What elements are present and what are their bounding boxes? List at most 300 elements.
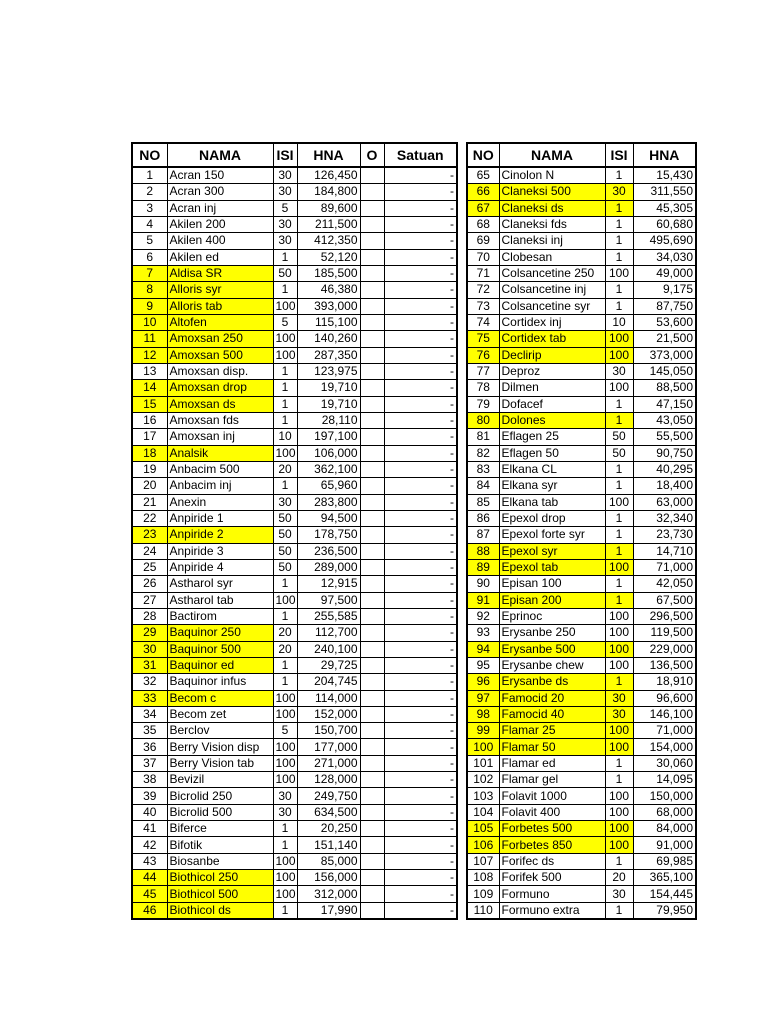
cell-no: 40 [132,804,167,820]
cell-isi: 30 [273,233,297,249]
cell-nama: Cortidex inj [499,314,605,330]
cell-hna: 18,910 [633,674,696,690]
cell-satuan: - [384,282,457,298]
cell-o [360,690,384,706]
table-row [132,216,457,232]
cell-nama: Epexol forte syr [499,527,605,543]
cell-nama: Anpiride 1 [167,510,273,526]
cell-hna: 47,150 [633,396,696,412]
cell-satuan: - [384,527,457,543]
table-row [132,821,457,837]
cell-nama: Claneksi fds [499,216,605,232]
cell-o [360,265,384,281]
cell-o [360,739,384,755]
table-row [132,412,457,428]
cell-nama: Formuno [499,886,605,902]
cell-no: 23 [132,527,167,543]
table-row [467,608,696,624]
cell-satuan: - [384,216,457,232]
cell-nama: Baquinor 500 [167,641,273,657]
cell-o [360,412,384,428]
cell-hna: 106,000 [297,445,360,461]
cell-satuan: - [384,331,457,347]
cell-no: 16 [132,412,167,428]
cell-no: 26 [132,576,167,592]
table-row [132,200,457,216]
cell-no: 31 [132,657,167,673]
cell-hna: 136,500 [633,657,696,673]
cell-hna: 52,120 [297,249,360,265]
cell-isi: 20 [273,641,297,657]
cell-isi: 100 [605,625,633,641]
cell-no: 11 [132,331,167,347]
cell-hna: 91,000 [633,837,696,853]
cell-isi: 100 [273,690,297,706]
cell-nama: Biosanbe [167,853,273,869]
header-isi: ISI [273,143,297,167]
table-row [132,543,457,559]
cell-nama: Acran 300 [167,184,273,200]
cell-isi: 1 [273,902,297,919]
cell-o [360,445,384,461]
cell-o [360,853,384,869]
cell-hna: 43,050 [633,412,696,428]
cell-hna: 23,730 [633,527,696,543]
cell-nama: Aldisa SR [167,265,273,281]
cell-no: 78 [467,380,499,396]
cell-o [360,608,384,624]
cell-isi: 30 [273,494,297,510]
cell-hna: 90,750 [633,445,696,461]
cell-isi: 50 [273,510,297,526]
cell-hna: 126,450 [297,167,360,184]
cell-no: 68 [467,216,499,232]
cell-hna: 204,745 [297,674,360,690]
cell-nama: Biothicol ds [167,902,273,919]
table-row [467,902,696,919]
cell-o [360,233,384,249]
cell-no: 82 [467,445,499,461]
cell-nama: Eprinoc [499,608,605,624]
cell-no: 44 [132,870,167,886]
cell-satuan: - [384,821,457,837]
cell-nama: Akilen 400 [167,233,273,249]
table-row [132,445,457,461]
cell-isi: 1 [605,674,633,690]
table-row [132,902,457,919]
cell-nama: Amoxsan drop [167,380,273,396]
cell-hna: 229,000 [633,641,696,657]
cell-isi: 1 [605,592,633,608]
cell-isi: 100 [273,445,297,461]
cell-no: 1 [132,167,167,184]
cell-nama: Berry Vision tab [167,755,273,771]
table-row [467,853,696,869]
table-row [132,331,457,347]
cell-nama: Famocid 40 [499,706,605,722]
cell-satuan: - [384,494,457,510]
cell-nama: Elkana syr [499,478,605,494]
cell-no: 88 [467,543,499,559]
header-o: O [360,143,384,167]
cell-hna: 14,710 [633,543,696,559]
cell-hna: 412,350 [297,233,360,249]
table-row [467,870,696,886]
cell-o [360,363,384,379]
table-row [132,657,457,673]
table-row [467,494,696,510]
table-row [132,559,457,575]
cell-no: 97 [467,690,499,706]
table-row [132,772,457,788]
table-row [132,706,457,722]
cell-isi: 1 [273,282,297,298]
cell-satuan: - [384,576,457,592]
cell-isi: 50 [273,559,297,575]
cell-isi: 100 [605,821,633,837]
cell-o [360,314,384,330]
cell-satuan: - [384,837,457,853]
cell-nama: Amoxsan 500 [167,347,273,363]
cell-nama: Astharol tab [167,592,273,608]
cell-o [360,494,384,510]
cell-isi: 100 [273,853,297,869]
cell-isi: 1 [605,412,633,428]
cell-nama: Dofacef [499,396,605,412]
cell-nama: Biothicol 250 [167,870,273,886]
cell-hna: 311,550 [633,184,696,200]
cell-isi: 1 [605,233,633,249]
cell-isi: 100 [273,706,297,722]
cell-no: 73 [467,298,499,314]
cell-isi: 100 [605,739,633,755]
cell-isi: 20 [273,461,297,477]
cell-no: 10 [132,314,167,330]
cell-satuan: - [384,690,457,706]
table-row [132,576,457,592]
table-row [467,429,696,445]
header-nama: NAMA [499,143,605,167]
cell-isi: 1 [273,608,297,624]
cell-o [360,837,384,853]
table-row [467,412,696,428]
cell-isi: 1 [605,216,633,232]
table-row [132,853,457,869]
cell-hna: 87,750 [633,298,696,314]
cell-nama: Anpiride 3 [167,543,273,559]
cell-satuan: - [384,641,457,657]
table-row [467,576,696,592]
cell-satuan: - [384,396,457,412]
table-row [467,641,696,657]
cell-hna: 151,140 [297,837,360,853]
cell-no: 8 [132,282,167,298]
cell-hna: 28,110 [297,412,360,428]
cell-nama: Berry Vision disp [167,739,273,755]
cell-no: 70 [467,249,499,265]
table-row [467,216,696,232]
cell-isi: 100 [605,347,633,363]
cell-hna: 71,000 [633,723,696,739]
cell-isi: 1 [605,396,633,412]
cell-isi: 100 [605,608,633,624]
cell-hna: 249,750 [297,788,360,804]
cell-hna: 45,305 [633,200,696,216]
cell-satuan: - [384,445,457,461]
cell-isi: 100 [605,788,633,804]
cell-hna: 365,100 [633,870,696,886]
cell-isi: 30 [605,184,633,200]
table-row [467,657,696,673]
table-row [132,527,457,543]
header-no: NO [467,143,499,167]
cell-no: 46 [132,902,167,919]
cell-no: 103 [467,788,499,804]
cell-isi: 50 [605,429,633,445]
cell-satuan: - [384,298,457,314]
cell-isi: 100 [273,886,297,902]
cell-isi: 1 [605,755,633,771]
table-row [467,363,696,379]
cell-nama: Becom zet [167,706,273,722]
cell-isi: 10 [273,429,297,445]
table-row [132,641,457,657]
cell-no: 43 [132,853,167,869]
cell-o [360,772,384,788]
table-row [132,674,457,690]
cell-satuan: - [384,363,457,379]
table-row [132,265,457,281]
cell-isi: 1 [605,461,633,477]
table-row [467,510,696,526]
cell-no: 95 [467,657,499,673]
cell-o [360,396,384,412]
cell-no: 102 [467,772,499,788]
cell-no: 21 [132,494,167,510]
cell-hna: 20,250 [297,821,360,837]
table-row [132,184,457,200]
cell-no: 90 [467,576,499,592]
cell-no: 42 [132,837,167,853]
header-satuan: Satuan [384,143,457,167]
cell-isi: 100 [605,559,633,575]
cell-isi: 1 [605,167,633,184]
cell-no: 24 [132,543,167,559]
cell-nama: Forifec ds [499,853,605,869]
cell-hna: 150,000 [633,788,696,804]
table-row [467,625,696,641]
cell-nama: Episan 100 [499,576,605,592]
table-row [132,429,457,445]
cell-hna: 150,700 [297,723,360,739]
cell-nama: Colsancetine syr [499,298,605,314]
price-table-left [131,142,458,920]
cell-o [360,674,384,690]
cell-isi: 100 [605,723,633,739]
cell-nama: Bactirom [167,608,273,624]
cell-isi: 1 [605,772,633,788]
cell-hna: 283,800 [297,494,360,510]
table-row [132,298,457,314]
cell-nama: Anpiride 2 [167,527,273,543]
cell-hna: 312,000 [297,886,360,902]
cell-o [360,429,384,445]
table-row [132,690,457,706]
cell-no: 84 [467,478,499,494]
cell-nama: Flamar ed [499,755,605,771]
cell-o [360,804,384,820]
cell-isi: 1 [273,657,297,673]
cell-nama: Amoxsan inj [167,429,273,445]
cell-satuan: - [384,249,457,265]
cell-isi: 1 [273,412,297,428]
cell-hna: 46,380 [297,282,360,298]
cell-o [360,723,384,739]
header-no: NO [132,143,167,167]
table-row [467,200,696,216]
cell-o [360,592,384,608]
cell-isi: 100 [605,265,633,281]
cell-hna: 49,000 [633,265,696,281]
table-row [467,282,696,298]
cell-nama: Astharol syr [167,576,273,592]
table-row [467,527,696,543]
cell-nama: Flamar 25 [499,723,605,739]
cell-isi: 100 [605,804,633,820]
cell-hna: 123,975 [297,363,360,379]
table-row [132,363,457,379]
cell-isi: 30 [605,363,633,379]
cell-hna: 178,750 [297,527,360,543]
cell-nama: Elkana CL [499,461,605,477]
cell-no: 99 [467,723,499,739]
cell-nama: Epexol tab [499,559,605,575]
cell-satuan: - [384,380,457,396]
cell-hna: 296,500 [633,608,696,624]
cell-no: 5 [132,233,167,249]
cell-nama: Colsancetine inj [499,282,605,298]
cell-satuan: - [384,804,457,820]
cell-no: 101 [467,755,499,771]
cell-hna: 32,340 [633,510,696,526]
cell-no: 94 [467,641,499,657]
cell-hna: 287,350 [297,347,360,363]
cell-satuan: - [384,167,457,184]
cell-nama: Forifek 500 [499,870,605,886]
cell-no: 93 [467,625,499,641]
cell-no: 2 [132,184,167,200]
cell-no: 72 [467,282,499,298]
cell-isi: 100 [273,870,297,886]
cell-hna: 21,500 [633,331,696,347]
cell-isi: 50 [273,265,297,281]
cell-no: 108 [467,870,499,886]
cell-hna: 145,050 [633,363,696,379]
cell-o [360,755,384,771]
cell-nama: Episan 200 [499,592,605,608]
cell-hna: 634,500 [297,804,360,820]
cell-hna: 79,950 [633,902,696,919]
cell-hna: 19,710 [297,380,360,396]
cell-nama: Analsik [167,445,273,461]
cell-hna: 40,295 [633,461,696,477]
table-row [132,380,457,396]
cell-isi: 100 [273,592,297,608]
cell-o [360,282,384,298]
cell-nama: Claneksi 500 [499,184,605,200]
cell-nama: Berclov [167,723,273,739]
table-row [132,870,457,886]
cell-nama: Amoxsan fds [167,412,273,428]
cell-nama: Baquinor infus [167,674,273,690]
cell-isi: 1 [273,821,297,837]
cell-nama: Erysanbe 500 [499,641,605,657]
cell-nama: Cortidex tab [499,331,605,347]
cell-no: 85 [467,494,499,510]
cell-hna: 94,500 [297,510,360,526]
cell-nama: Famocid 20 [499,690,605,706]
cell-hna: 68,000 [633,804,696,820]
cell-nama: Bifotik [167,837,273,853]
cell-no: 33 [132,690,167,706]
cell-hna: 393,000 [297,298,360,314]
table-row [467,886,696,902]
cell-hna: 29,725 [297,657,360,673]
cell-o [360,249,384,265]
cell-hna: 289,000 [297,559,360,575]
table-row [467,772,696,788]
cell-satuan: - [384,902,457,919]
cell-no: 19 [132,461,167,477]
header-isi: ISI [605,143,633,167]
cell-isi: 30 [605,706,633,722]
table-row [467,723,696,739]
cell-hna: 60,680 [633,216,696,232]
cell-nama: Claneksi ds [499,200,605,216]
cell-satuan: - [384,592,457,608]
cell-no: 81 [467,429,499,445]
cell-hna: 88,500 [633,380,696,396]
cell-hna: 236,500 [297,543,360,559]
cell-isi: 1 [605,282,633,298]
cell-hna: 255,585 [297,608,360,624]
table-row [467,184,696,200]
table-row [467,331,696,347]
cell-no: 109 [467,886,499,902]
cell-satuan: - [384,706,457,722]
cell-o [360,886,384,902]
cell-satuan: - [384,739,457,755]
cell-nama: Forbetes 500 [499,821,605,837]
table-row [132,886,457,902]
cell-o [360,380,384,396]
cell-isi: 5 [273,200,297,216]
cell-isi: 100 [273,298,297,314]
cell-isi: 1 [273,576,297,592]
table-row [467,445,696,461]
table-row [467,804,696,820]
cell-o [360,298,384,314]
cell-no: 96 [467,674,499,690]
cell-isi: 5 [273,314,297,330]
table-row [132,249,457,265]
cell-no: 106 [467,837,499,853]
cell-hna: 17,990 [297,902,360,919]
cell-satuan: - [384,788,457,804]
cell-hna: 71,000 [633,559,696,575]
table-row [467,690,696,706]
cell-no: 25 [132,559,167,575]
